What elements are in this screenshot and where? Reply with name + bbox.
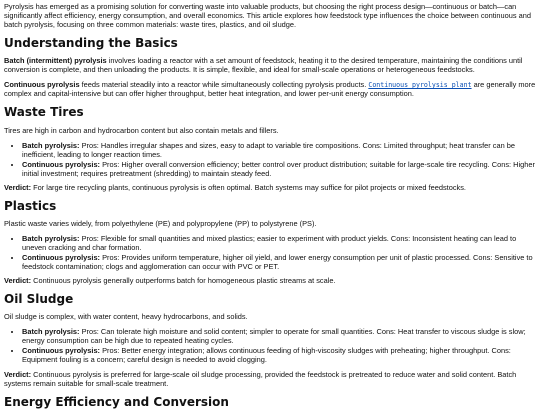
batch-definition — [4, 56, 536, 74]
heading-oil-sludge: Oil Sludge — [4, 292, 74, 307]
list-item-text: Pros: Flexible for small quantities and mixed plastics; easier to experiment with product yields. Cons: Inconsistent heating can lead to uneven cracking and char formation. — [22, 234, 517, 253]
list-item-term: Continuous pyrolysis: — [22, 253, 101, 263]
list-item — [22, 253, 536, 271]
sludge-verdict — [4, 370, 536, 388]
continuous-definition-text: feeds material steadily into a reactor while simultaneously collecting pyrolysis products. — [79, 80, 369, 90]
verdict-text: Continuous pyrolysis generally outperforms batch for homogeneous plastic streams at scale. — [31, 276, 336, 286]
batch-definition-text: involves loading a reactor with a set amount of feedstock, heating it to the desired temperature, maintaining the conditions until conversion is complete, and then unloading the products. It is simple, flexible, and ideal for small-scale operations or heterogeneous feedstocks. — [4, 56, 523, 75]
heading-energy-efficiency: Energy Efficiency and Conversion — [4, 394, 229, 409]
heading-basics: Understanding the Basics — [4, 36, 178, 51]
list-item — [22, 346, 536, 364]
list-item-term: Batch pyrolysis: — [22, 327, 80, 337]
plastics-verdict — [4, 276, 536, 285]
list-item-text: Pros: Provides uniform temperature, higher oil yield, and lower energy consumption per unit of plastic processed. Cons: Sensitive to feedstock contamination; clogs and agglomeration can occur with PVC or PET. — [22, 253, 533, 272]
heading-waste-tires: Waste Tires — [4, 105, 84, 120]
list-item-text: Pros: Handles irregular shapes and sizes, easy to adapt to variable tire compositions. Cons: Limited throughput; heat transfer can be inefficient, leading to longer reaction times. — [22, 140, 515, 159]
continuous-definition — [4, 80, 536, 98]
tires-verdict — [4, 183, 536, 192]
list-item — [22, 141, 536, 159]
continuous-term: Continuous pyrolysis — [4, 80, 80, 90]
verdict-text: Continuous pyrolysis is preferred for large-scale oil sludge processing, provided the feedstock is pretreated to reduce water and solid content. Batch systems remain suitable for small-scale treatment. — [4, 369, 517, 388]
verdict-label: Verdict: — [4, 276, 32, 286]
list-item — [22, 160, 536, 178]
plastics-intro: Plastic waste varies widely, from polyethylene (PE) and polypropylene (PP) to polystyrene (PS). — [4, 218, 317, 228]
list-item-term: Continuous pyrolysis: — [22, 159, 101, 169]
list-item-text: Pros: Can tolerate high moisture and solid content; simpler to operate for small quantities. Cons: Heat transfer to viscous sludge is slow; energy consumption can be high due to repeated heating cycles. — [22, 327, 526, 346]
verdict-label: Verdict: — [4, 182, 32, 192]
sludge-intro: Oil sludge is complex, with water content, heavy hydrocarbons, and solids. — [4, 312, 248, 322]
verdict-text: For large tire recycling plants, continuous pyrolysis is often optimal. Batch systems may suffice for pilot projects or mixed feedstocks. — [31, 182, 466, 192]
list-item-term: Batch pyrolysis: — [22, 140, 80, 150]
plastics-list — [4, 234, 536, 271]
list-item — [22, 234, 536, 252]
continuous-pyrolysis-plant-link[interactable]: Continuous pyrolysis plant — [368, 81, 472, 90]
intro-paragraph: Pyrolysis has emerged as a promising solution for converting waste into valuable products, but choosing the right process design—continuous or batch—can significantly affect efficiency, energy consumption, and overall economics. This article explores how feedstock type influences the choice between continuous and batch pyrolysis, focusing on three common materials: waste tires, plastics, and oil sludge. — [4, 2, 531, 30]
list-item-term: Batch pyrolysis: — [22, 234, 80, 243]
list-item-text: Pros: Higher overall conversion efficiency; better control over product distribution; suitable for large-scale tire recycling. Cons: Higher initial investment; requires pretreatment (shredding) to maintain steady feed. — [22, 159, 535, 178]
list-item — [22, 327, 536, 345]
article — [0, 2, 540, 409]
heading-plastics: Plastics — [4, 198, 57, 213]
tires-intro: Tires are high in carbon and hydrocarbon content but also contain metals and fillers. — [4, 125, 279, 135]
tires-list — [4, 141, 536, 178]
list-item-text: Pros: Better energy integration; allows continuous feeding of high-viscosity sludges with preheating; higher throughput. Cons: Equipment fouling is a concern; careful design is needed to avoid clogging. — [22, 346, 511, 365]
verdict-label: Verdict: — [4, 369, 32, 379]
continuous-definition-text-after: are generally more complex and capital-intensive but can offer higher throughput, better heat integration, and lower per-unit energy consumption. — [4, 80, 536, 99]
sludge-list — [4, 327, 536, 364]
list-item-term: Continuous pyrolysis: — [22, 346, 101, 356]
batch-term: Batch (intermittent) pyrolysis — [4, 56, 107, 66]
